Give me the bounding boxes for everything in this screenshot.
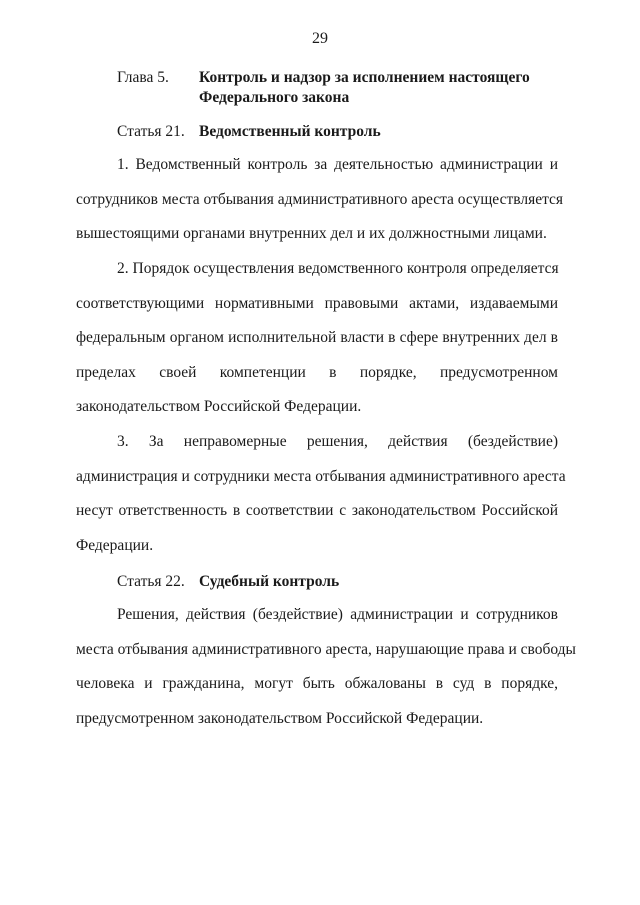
paragraph-line: предусмотренном законодательством Российской Федерации. [76,709,484,727]
paragraph-line: законодательством Российской Федерации. [76,398,362,415]
paragraph-line: человека и гражданина, могут быть обжалованы в суд в порядке, [76,675,558,692]
paragraph-line: федеральным органом исполнительной власти в сфере внутренних дел в [76,329,558,346]
article-21-paragraph-2 [76,252,558,425]
paragraph-line: Решения, действия (бездействие) администрации и сотрудников [117,606,558,623]
paragraph-line: 2. Порядок осуществления ведомственного контроля определяется [117,260,559,277]
paragraph-line: сотрудников места отбывания административного ареста осуществляется [76,190,564,208]
article-22-paragraph-1 [76,598,576,736]
paragraph-line: Федерации. [76,536,154,554]
chapter-title: Контроль и надзор за исполнением настоящего Федерального закона [199,69,530,106]
article-21-title: Ведомственный контроль [199,123,381,140]
article-22-label: Статья 22. [117,573,185,590]
paragraph-line: пределах своей компетенции в порядке, предусмотренном [76,363,558,381]
paragraph-line: 1. Ведомственный контроль за деятельностью администрации и [117,156,558,173]
paragraph-line: несут ответственность в соответствии с законодательством Российской [76,502,558,519]
paragraph-line: 3. За неправомерные решения, действия (бездействие) [117,433,558,450]
chapter-label: Глава 5. [117,69,169,86]
paragraph-line: администрация и сотрудники места отбывания административного ареста [76,467,566,485]
article-21-paragraph-3 [76,425,566,563]
article-21-paragraph-1 [76,148,564,252]
article-22-title: Судебный контроль [199,573,340,590]
paragraph-line: вышестоящими органами внутренних дел и их должностными лицами. [76,225,547,242]
paragraph-line: соответствующими нормативными правовыми актами, издаваемыми [76,294,558,312]
article-21-label: Статья 21. [117,123,185,140]
page-number: 29 [312,30,328,47]
paragraph-line: места отбывания административного ареста, нарушающие права и свободы [76,640,576,658]
